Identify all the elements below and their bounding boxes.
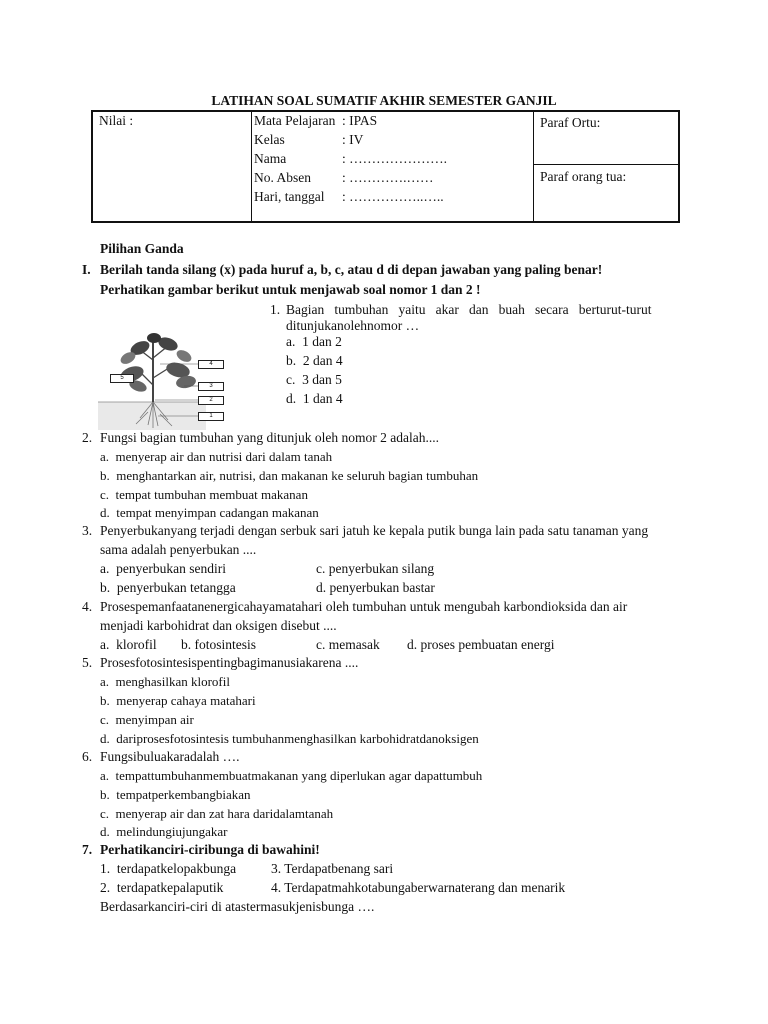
q5-text: Prosesfotosintesispentingbagimanusiakarena .... xyxy=(100,655,359,670)
absen-row xyxy=(254,170,434,186)
plant-label-3: 3 xyxy=(198,382,224,391)
plant-label-2: 2 xyxy=(198,396,224,405)
q4-text-line1: Prosespemanfaatanenergicahayamatahari oleh tumbuhan untuk mengubah karbondioksida dan air xyxy=(100,599,628,614)
plant-label-1: 1 xyxy=(198,412,224,421)
q6-option-b: b. tempatperkembangbiakan xyxy=(100,787,251,802)
kelas-value: : IV xyxy=(342,132,364,147)
plant-illustration xyxy=(98,330,228,430)
q4-option-c: c. memasak xyxy=(316,637,380,652)
q2-option-b: b. menghantarkan air, nutrisi, dan makanan ke seluruh bagian tumbuhan xyxy=(100,468,479,483)
image-note: Perhatikan gambar berikut untuk menjawab soal nomor 1 dan 2 ! xyxy=(100,282,481,297)
mapel-row xyxy=(254,113,377,129)
q6-option-d: d. melindungiujungakar xyxy=(100,824,228,839)
kelas-label: Kelas xyxy=(254,132,285,147)
hari-value: : ……………..….. xyxy=(342,189,444,204)
q3-option-c: c. penyerbukan silang xyxy=(316,561,435,576)
q7-text: Perhatikanciri-ciribunga di bawahini! xyxy=(100,842,320,857)
header-table xyxy=(91,110,680,223)
section-roman: I. xyxy=(82,262,91,277)
q7-item-1: 1. terdapatkelopakbunga xyxy=(100,861,237,876)
q7-closing: Berdasarkanciri-ciri di atastermasukjenisbunga …. xyxy=(100,899,375,914)
q6-number: 6. xyxy=(82,749,93,764)
q1-option-d: d. 1 dan 4 xyxy=(286,391,343,406)
q7-item-3: 3. Terdapatbenang sari xyxy=(271,861,394,876)
q5-number: 5. xyxy=(82,655,93,670)
q6-option-a: a. tempattumbuhanmembuatmakanan yang diperlukan agar dapattumbuh xyxy=(100,768,483,783)
q6-text: Fungsibuluakaradalah …. xyxy=(100,749,240,764)
q1-option-b: b. 2 dan 4 xyxy=(286,353,343,368)
mapel-value: : IPAS xyxy=(342,113,378,128)
q3-text-line2: sama adalah penyerbukan .... xyxy=(100,542,257,557)
q2-number: 2. xyxy=(82,430,93,445)
q4-option-d: d. proses pembuatan energi xyxy=(407,637,555,652)
q3-number: 3. xyxy=(82,523,93,538)
q5-option-d: d. dariprosesfotosintesis tumbuhanmenghasilkan karbohidratdanoksigen xyxy=(100,731,479,746)
q7-number: 7. xyxy=(82,842,93,857)
q7-item-2: 2. terdapatkepalaputik xyxy=(100,880,224,895)
absen-label: No. Absen xyxy=(254,170,311,185)
q7-item-4: 4. Terdapatmahkotabungaberwarnaterang dan menarik xyxy=(271,880,566,895)
paraf-ortu-label: Paraf Ortu: xyxy=(540,115,601,130)
section-instruction: Berilah tanda silang (x) pada huruf a, b, c, atau d di depan jawaban yang paling benar! xyxy=(100,262,603,277)
q3-option-b: b. penyerbukan tetangga xyxy=(100,580,236,595)
page-title: LATIHAN SOAL SUMATIF AKHIR SEMESTER GANJIL xyxy=(211,93,557,108)
q2-option-c: c. tempat tumbuhan membuat makanan xyxy=(100,487,308,502)
q1-number: 1. xyxy=(270,302,281,317)
q5-option-a: a. menghasilkan klorofil xyxy=(100,674,230,689)
absen-value: : ………….…… xyxy=(342,170,434,185)
kelas-row xyxy=(254,132,363,148)
header-divider-3 xyxy=(533,164,678,165)
hari-row xyxy=(254,189,444,205)
header-divider-2 xyxy=(533,112,534,221)
paraf-orang-tua-label: Paraf orang tua: xyxy=(540,169,627,184)
q3-text-line1: Penyerbukanyang terjadi dengan serbuk sari jatuh ke kepala putik bunga lain pada satu tanaman yang xyxy=(100,523,649,538)
hari-label: Hari, tanggal xyxy=(254,189,325,204)
q2-option-a: a. menyerap air dan nutrisi dari dalam tanah xyxy=(100,449,333,464)
q1-text-line1: Bagian tumbuhan yaitu akar dan buah secara berturut-turut xyxy=(286,302,652,317)
q5-option-b: b. menyerap cahaya matahari xyxy=(100,693,256,708)
mapel-label: Mata Pelajaran xyxy=(254,113,336,128)
plant-label-4: 4 xyxy=(198,360,224,369)
nilai-label: Nilai : xyxy=(99,113,134,128)
q6-option-c: c. menyerap air dan zat hara daridalamtanah xyxy=(100,806,334,821)
nama-row xyxy=(254,151,447,167)
plant-label-5: 5 xyxy=(110,374,134,383)
q1-option-c: c. 3 dan 5 xyxy=(286,372,342,387)
q5-option-c: c. menyimpan air xyxy=(100,712,194,727)
q4-option-a: a. klorofil xyxy=(100,637,157,652)
q1-text-line2: ditunjukanolehnomor … xyxy=(286,318,420,333)
q3-option-a: a. penyerbukan sendiri xyxy=(100,561,226,576)
q3-option-d: d. penyerbukan bastar xyxy=(316,580,435,595)
q4-option-b: b. fotosintesis xyxy=(181,637,257,652)
section-heading: Pilihan Ganda xyxy=(100,241,184,256)
nama-label: Nama xyxy=(254,151,287,166)
header-divider-1 xyxy=(251,112,252,221)
q2-text: Fungsi bagian tumbuhan yang ditunjuk oleh nomor 2 adalah.... xyxy=(100,430,439,445)
q4-number: 4. xyxy=(82,599,93,614)
q2-option-d: d. tempat menyimpan cadangan makanan xyxy=(100,505,319,520)
q1-option-a: a. 1 dan 2 xyxy=(286,334,342,349)
nama-value: : …………………. xyxy=(342,151,448,166)
q4-text-line2: menjadi karbohidrat dan oksigen disebut .... xyxy=(100,618,337,633)
